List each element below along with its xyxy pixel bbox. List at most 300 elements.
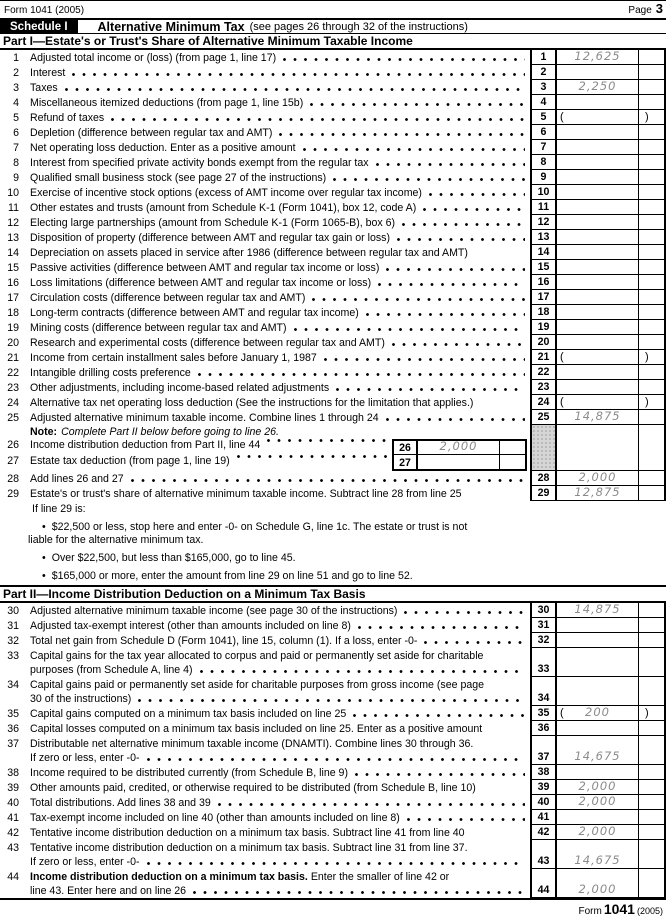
row-label: [0, 869, 530, 898]
form-row-15: [0, 260, 666, 275]
bullet-icon: •: [42, 570, 46, 582]
left-line-number: 8: [13, 157, 19, 169]
inner-cents-cell: [500, 439, 527, 455]
form-row-6: [0, 125, 666, 140]
line-number-cell: 16: [530, 275, 557, 290]
paren-close: ): [645, 351, 649, 363]
note-label: Note:: [30, 426, 58, 438]
label-text: Research and experimental costs (difference between regular tax and AMT): [30, 337, 385, 349]
form-row-34: [0, 677, 666, 706]
left-line-number: 12: [7, 217, 19, 229]
row-label: [0, 648, 530, 677]
label-line: [0, 50, 530, 65]
form-row-30: [0, 603, 666, 618]
line-number-cell: 2: [530, 65, 557, 80]
form-row-38: [0, 765, 666, 780]
line-number-cell: 42: [530, 825, 557, 840]
line-number-cell: 6: [530, 125, 557, 140]
label-line: [0, 410, 530, 425]
footer-form-word: Form: [578, 906, 602, 917]
dotted-leader: [303, 148, 525, 151]
label-text: Other adjustments, including income-based related adjustments: [30, 382, 330, 394]
dotted-leader: [138, 699, 525, 702]
amount-cell: [557, 618, 639, 633]
form-row-10: [0, 185, 666, 200]
row-label: [0, 125, 530, 140]
bullet-text: Over $22,500, but less than $165,000, go to line 45.: [51, 552, 296, 564]
label-text: Alternative tax net operating loss deduction (See the instructions for the limitation that applies.): [30, 397, 474, 409]
amount-cell: [557, 765, 639, 780]
label-line: [0, 869, 530, 884]
label-text: Capital gains paid or permanently set aside for charitable purposes from gross income (see page: [30, 678, 485, 691]
dotted-leader: [237, 455, 387, 458]
amount-cell: [557, 50, 639, 65]
left-line-number: 13: [7, 232, 19, 244]
left-line-number: 43: [7, 841, 19, 854]
label-text: Mining costs (difference between regular tax and AMT): [30, 322, 287, 334]
label-text: Tax-exempt income included on line 40 (other than amounts included on line 8): [30, 812, 400, 824]
footer-form-year: (2005): [636, 906, 663, 916]
amount-cell: [557, 471, 639, 486]
cents-cell: [639, 706, 666, 721]
row-label: [0, 395, 530, 410]
row-label: [0, 780, 530, 795]
inner-box-lines-26-27: [0, 439, 530, 471]
dotted-leader: [376, 163, 525, 166]
cents-cell: [639, 633, 666, 648]
left-line-number: 27: [7, 455, 19, 467]
label-text: Income distribution deduction from Part II, line 44: [30, 439, 261, 451]
inner-row-27: [0, 455, 530, 471]
label-text: Taxes: [30, 82, 58, 94]
label-line: [0, 125, 530, 140]
form-row-25: [0, 410, 666, 425]
line-number-cell: 10: [530, 185, 557, 200]
amount-cell: [557, 795, 639, 810]
line-number-cell: 24: [530, 395, 557, 410]
label-text: Miscellaneous itemized deductions (from page 1, line 15b): [30, 97, 304, 109]
left-line-number: 21: [7, 352, 19, 364]
form-row-24: [0, 395, 666, 410]
label-line: [0, 780, 530, 795]
line-number-cell: 40: [530, 795, 557, 810]
paren-open: (: [560, 707, 564, 719]
left-line-number: 5: [13, 112, 19, 124]
bullet-continuation: liable for the alternative minimum tax.: [28, 534, 204, 546]
amount-value: 12,875: [574, 485, 621, 499]
line-number-cell: 30: [530, 603, 557, 618]
dotted-leader: [193, 891, 525, 894]
left-line-number: 34: [7, 678, 19, 691]
form-row-8: [0, 155, 666, 170]
page-header: [0, 1, 666, 18]
cents-cell: [639, 320, 666, 335]
form-row-19: [0, 320, 666, 335]
row-label: [0, 275, 530, 290]
page-number-value: 3: [655, 1, 663, 16]
left-line-number: 41: [7, 812, 19, 824]
cents-cell: [639, 275, 666, 290]
form-row-22: [0, 365, 666, 380]
amount-cell: [557, 633, 639, 648]
left-line-number: 29: [7, 488, 19, 500]
label-text: Income required to be distributed currently (from Schedule B, line 9): [30, 767, 348, 779]
dotted-leader: [355, 773, 525, 776]
label-line: [0, 825, 530, 840]
form-row-20: [0, 335, 666, 350]
left-line-number: 11: [8, 202, 19, 214]
label-line: [0, 230, 530, 245]
cents-cell: [639, 305, 666, 320]
label-text: Enter the smaller of line 42 or: [310, 870, 450, 883]
amount-cell-empty: [557, 425, 639, 471]
label-line: [0, 185, 530, 200]
amount-cell: [557, 65, 639, 80]
label-line: [0, 95, 530, 110]
amount-cell: [557, 170, 639, 185]
line-number-cell: 43: [530, 840, 557, 869]
cents-cell: [639, 140, 666, 155]
dotted-leader: [147, 862, 525, 865]
line-number-cell: 17: [530, 290, 557, 305]
cents-cell: [639, 603, 666, 618]
amount-cell: [557, 185, 639, 200]
label-text: Qualified small business stock (see page 27 of the instructions): [30, 172, 327, 184]
if-line-29-label: If line 29 is:: [32, 502, 86, 515]
amount-cell: [557, 486, 639, 501]
label-text: Income from certain installment sales before January 1, 1987: [30, 352, 317, 364]
cents-cell: [639, 245, 666, 260]
label-text: 30 of the instructions): [30, 693, 132, 705]
cents-cell: [639, 869, 666, 898]
dotted-leader: [407, 818, 525, 821]
left-line-number: 32: [7, 635, 19, 647]
amount-value: 2,000: [578, 882, 617, 896]
amount-cell: [557, 215, 639, 230]
line-number-cell: 28: [530, 471, 557, 486]
cents-cell: [639, 365, 666, 380]
amount-value: 14,875: [574, 602, 621, 616]
label-text: Loss limitations (difference between AMT and regular tax income or loss): [30, 277, 372, 289]
amount-cell: [557, 245, 639, 260]
form-row-39: [0, 780, 666, 795]
label-text: Estate tax deduction (from page 1, line 19): [30, 455, 230, 467]
row-label: [0, 200, 530, 215]
form-row-41: [0, 810, 666, 825]
form-row-12: [0, 215, 666, 230]
dotted-leader: [324, 358, 525, 361]
amount-value: 2,000: [578, 470, 617, 484]
dotted-leader: [358, 626, 525, 629]
dotted-leader: [386, 268, 525, 271]
form-row-43: [0, 840, 666, 869]
cents-cell: [639, 780, 666, 795]
label-line: [0, 215, 530, 230]
cents-cell: [639, 380, 666, 395]
left-line-number: 7: [13, 142, 19, 154]
row-label: [0, 365, 530, 380]
cents-cell: [639, 335, 666, 350]
label-line: [0, 320, 530, 335]
label-text: If zero or less, enter -0-: [30, 856, 140, 868]
label-line: [0, 677, 530, 692]
cents-cell: [639, 95, 666, 110]
dotted-leader: [424, 641, 525, 644]
row-label: [0, 486, 530, 501]
label-line: [0, 471, 530, 486]
label-line: [0, 840, 530, 855]
left-line-number: 35: [7, 708, 19, 720]
label-line: [0, 810, 530, 825]
line-number-cell: 38: [530, 765, 557, 780]
label-text: Long-term contracts (difference between AMT and regular tax income): [30, 307, 359, 319]
form-row-29: [0, 486, 666, 501]
amount-cell: [557, 305, 639, 320]
left-line-number: 19: [7, 322, 19, 334]
row-label: [0, 765, 530, 780]
row-label: [0, 840, 530, 869]
left-line-number: 9: [13, 172, 19, 184]
line-number-cell: 31: [530, 618, 557, 633]
label-line: [0, 706, 530, 721]
label-text: Distributable net alternative minimum taxable income (DNAMTI). Combine lines 30 through 36.: [30, 737, 474, 750]
cents-cell: [639, 825, 666, 840]
row-label: [0, 170, 530, 185]
label-line: [0, 692, 530, 707]
dotted-leader: [111, 118, 525, 121]
left-line-number: 44: [7, 870, 19, 883]
label-line: [0, 140, 530, 155]
left-line-number: 10: [7, 187, 19, 199]
dotted-leader: [218, 803, 525, 806]
label-line: [0, 751, 530, 766]
form-row-36: [0, 721, 666, 736]
line-number-cell: 1: [530, 50, 557, 65]
left-line-number: 36: [7, 723, 19, 735]
bullet-icon: •: [42, 521, 46, 533]
form-row-23: [0, 380, 666, 395]
label-line: [0, 65, 530, 80]
left-line-number: 16: [7, 277, 19, 289]
label-line: [0, 335, 530, 350]
left-line-number: 17: [7, 292, 19, 304]
row-label: [0, 618, 530, 633]
cents-cell: [639, 840, 666, 869]
line-number-cell: 11: [530, 200, 557, 215]
row-label: [0, 215, 530, 230]
cents-cell: [639, 736, 666, 765]
row-label: [0, 603, 530, 618]
line-number-cell: 14: [530, 245, 557, 260]
amount-value: 2,000: [578, 779, 617, 793]
dotted-leader: [72, 73, 525, 76]
label-text: Net operating loss deduction. Enter as a positive amount: [30, 142, 296, 154]
amount-cell: [557, 869, 639, 898]
line-number-cell: 18: [530, 305, 557, 320]
left-line-number: 33: [7, 649, 19, 662]
label-line: [0, 633, 530, 648]
amount-cell: [557, 140, 639, 155]
cents-cell: [639, 155, 666, 170]
row-label: [0, 335, 530, 350]
paren-open: (: [560, 396, 564, 408]
left-line-number: 1: [13, 52, 19, 64]
row-label: [0, 471, 530, 486]
line-number-cell: 41: [530, 810, 557, 825]
amount-cell: [557, 110, 639, 125]
line-number-cell: 39: [530, 780, 557, 795]
cents-cell: [639, 350, 666, 365]
label-line: [0, 603, 530, 618]
note-and-lines-26-27-block: [0, 425, 666, 471]
line-number-cell: 8: [530, 155, 557, 170]
amount-value: 2,250: [578, 79, 617, 93]
amount-value: 12,625: [574, 49, 621, 63]
part2-header: Part II—Income Distribution Deduction on a Minimum Tax Basis: [0, 585, 666, 603]
part1-header: Part I—Estate's or Trust's Share of Alternative Minimum Taxable Income: [0, 34, 666, 50]
label-line: [0, 290, 530, 305]
line-number-cell: 3: [530, 80, 557, 95]
label-line: [0, 275, 530, 290]
paren-open: (: [560, 111, 564, 123]
cents-cell: [639, 677, 666, 706]
dotted-leader: [378, 283, 525, 286]
paren-close: ): [645, 396, 649, 408]
label-line: [0, 200, 530, 215]
spec-left: [0, 425, 530, 471]
label-line: [0, 305, 530, 320]
dotted-leader: [310, 103, 525, 106]
line-number-cell: 12: [530, 215, 557, 230]
row-label: [0, 825, 530, 840]
label-line: [0, 110, 530, 125]
note-text: Complete Part II below before going to line 26.: [61, 426, 279, 438]
schedule-title-text: Alternative Minimum Tax: [97, 19, 245, 34]
cents-cell: [639, 230, 666, 245]
left-line-number: 25: [7, 412, 19, 424]
line-number-cell: 15: [530, 260, 557, 275]
dotted-leader: [147, 758, 525, 761]
row-label: [0, 320, 530, 335]
label-line: [0, 170, 530, 185]
dotted-leader: [402, 223, 525, 226]
form-row-28: [0, 471, 666, 486]
left-line-number: 42: [7, 827, 19, 839]
cents-cell: [639, 795, 666, 810]
label-line: [0, 486, 530, 501]
amount-cell: [557, 677, 639, 706]
form-row-13: [0, 230, 666, 245]
label-text: purposes (from Schedule A, line 4): [30, 664, 193, 676]
cents-cell: [639, 648, 666, 677]
form-row-16: [0, 275, 666, 290]
label-text: Disposition of property (difference between AMT and regular tax gain or loss): [30, 232, 390, 244]
row-label: [0, 721, 530, 736]
line-number-cell: 33: [530, 648, 557, 677]
schedule-title-bar: [0, 18, 666, 34]
cents-cell: [639, 290, 666, 305]
cents-cell: [639, 80, 666, 95]
label-text: Estate's or trust's share of alternative minimum taxable income. Subtract line 28 from line 25: [30, 488, 462, 500]
amount-cell: [557, 155, 639, 170]
form-row-35: [0, 706, 666, 721]
amount-cell: [557, 80, 639, 95]
line-29-conditions-block: [0, 501, 666, 585]
label-text: Other estates and trusts (amount from Schedule K-1 (Form 1041), box 12, code A): [30, 202, 417, 214]
left-line-number: 22: [7, 367, 19, 379]
row-label: [0, 633, 530, 648]
row-label: [0, 706, 530, 721]
label-line: [0, 245, 530, 260]
label-text: Intangible drilling costs preference: [30, 367, 191, 379]
note-row: [0, 425, 530, 439]
form-row-9: [0, 170, 666, 185]
dotted-leader: [333, 178, 525, 181]
label-text: Passive activities (difference between AMT and regular tax income or loss): [30, 262, 380, 274]
form-row-37: [0, 736, 666, 765]
line-number-cell: 9: [530, 170, 557, 185]
label-text: Adjusted alternative minimum taxable income. Combine lines 1 through 24: [30, 412, 379, 424]
row-label: [0, 305, 530, 320]
row-label: [0, 140, 530, 155]
left-line-number: 23: [7, 382, 19, 394]
label-text: Depreciation on assets placed in service after 1986 (difference between regular tax and AMT): [30, 247, 468, 259]
amount-cell: [557, 410, 639, 425]
schedule-title: [98, 20, 468, 33]
page-footer: [0, 900, 666, 917]
dotted-leader: [131, 479, 525, 482]
line-number-cell: 19: [530, 320, 557, 335]
form-row-11: [0, 200, 666, 215]
dotted-leader: [392, 343, 525, 346]
label-text: Adjusted alternative minimum taxable income (see page 30 of the instructions): [30, 605, 398, 617]
bullet-text: $165,000 or more, enter the amount from line 29 on line 51 and go to line 52.: [51, 570, 413, 582]
dotted-leader: [397, 238, 525, 241]
cents-cell: [639, 395, 666, 410]
label-text: Total net gain from Schedule D (Form 1041), line 15, column (1). If a loss, enter -0-: [30, 635, 418, 647]
amount-value: 200: [585, 705, 610, 719]
dotted-leader: [353, 714, 525, 717]
line-number-cell: 32: [530, 633, 557, 648]
dotted-leader: [198, 373, 525, 376]
line-number-cell: 25: [530, 410, 557, 425]
left-line-number: 4: [13, 97, 19, 109]
amount-cell: [557, 810, 639, 825]
amount-cell: [557, 365, 639, 380]
label-line: [0, 380, 530, 395]
inner-cents-cell: [500, 455, 527, 471]
line-number-cell: 22: [530, 365, 557, 380]
left-line-number: 37: [7, 737, 19, 750]
label-line: [0, 350, 530, 365]
left-line-number: 30: [7, 605, 19, 617]
row-label: [0, 65, 530, 80]
shaded-cell: [530, 425, 557, 471]
footer-form-number: 1041: [603, 901, 635, 917]
label-line: [0, 765, 530, 780]
amount-cell: [557, 125, 639, 140]
page-number: [628, 1, 663, 16]
cents-cell: [639, 65, 666, 80]
form-row-21: [0, 350, 666, 365]
row-label: [0, 80, 530, 95]
bullet-text: $22,500 or less, stop here and enter -0- on Schedule G, line 1c. The estate or trust is not: [51, 521, 468, 533]
form-row-18: [0, 305, 666, 320]
bullet-icon: •: [42, 552, 46, 564]
dotted-leader: [336, 388, 525, 391]
inner-row-26: [0, 439, 530, 455]
row-label: [0, 350, 530, 365]
